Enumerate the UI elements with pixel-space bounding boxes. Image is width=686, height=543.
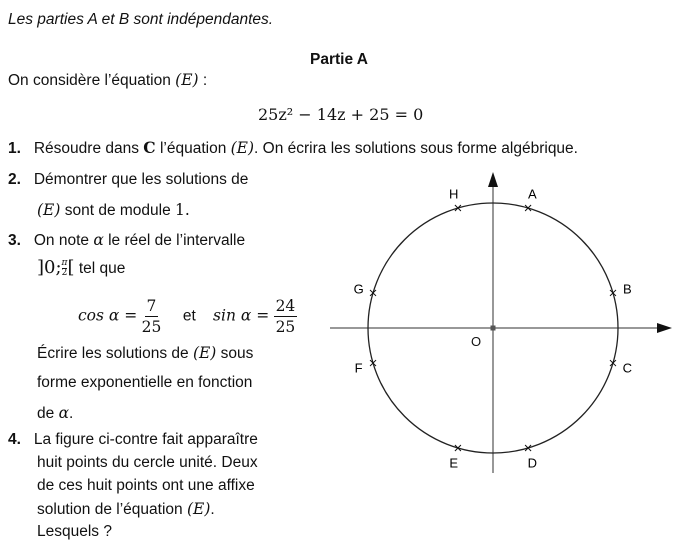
question-1: 1. Résoudre dans C l’équation (E). On écrira les solutions sous forme algébrique. — [8, 138, 578, 157]
question-4-line2: huit points du cercle unité. Deux — [37, 454, 258, 471]
point-label-F: F — [354, 360, 363, 376]
question-2-line2: (E) sont de module 1. — [37, 201, 190, 219]
point-label-B: B — [623, 281, 632, 297]
intro-text: Les parties A et B sont indépendantes. — [8, 11, 274, 28]
question-4-line3: de ces huit points ont une affixe — [37, 477, 255, 494]
question-3: 3. On note α le réel de l’intervalle — [8, 231, 246, 249]
x-axis-arrow-icon — [657, 323, 672, 333]
cos-sin-line: cos α = $\frac{7}{25}$ et sin α = $\frac{24}{25}$ — [78, 297, 296, 336]
question-2: 2. Démontrer que les solutions de — [8, 171, 249, 188]
point-label-H: H — [449, 186, 459, 202]
origin-marker — [491, 326, 496, 331]
consider-line: On considère l’équation (E) : — [8, 71, 208, 89]
origin-label: O — [471, 334, 482, 349]
part-title: Partie A — [310, 51, 369, 68]
point-label-D: D — [527, 455, 537, 471]
point-label-A: A — [527, 186, 537, 202]
question-4-line5: Lesquels ? — [37, 523, 112, 540]
equation: 25z² − 14z + 25 = 0 — [258, 105, 424, 124]
point-label-C: C — [622, 360, 633, 376]
point-label-E: E — [449, 455, 459, 471]
question-3-line5: de α. — [37, 404, 74, 422]
question-3-line3: Écrire les solutions de (E) sous — [37, 344, 254, 362]
point-label-G: G — [353, 281, 364, 297]
question-3-line4: forme exponentielle en fonction — [37, 374, 253, 391]
y-axis-arrow-icon — [488, 172, 498, 187]
question-4: 4. La figure ci-contre fait apparaître — [8, 431, 258, 448]
question-4-line4: solution de l’équation (E). — [37, 500, 215, 518]
interval-line: ]0; $\frac{\pi}{2}$ [ tel que — [37, 257, 126, 279]
